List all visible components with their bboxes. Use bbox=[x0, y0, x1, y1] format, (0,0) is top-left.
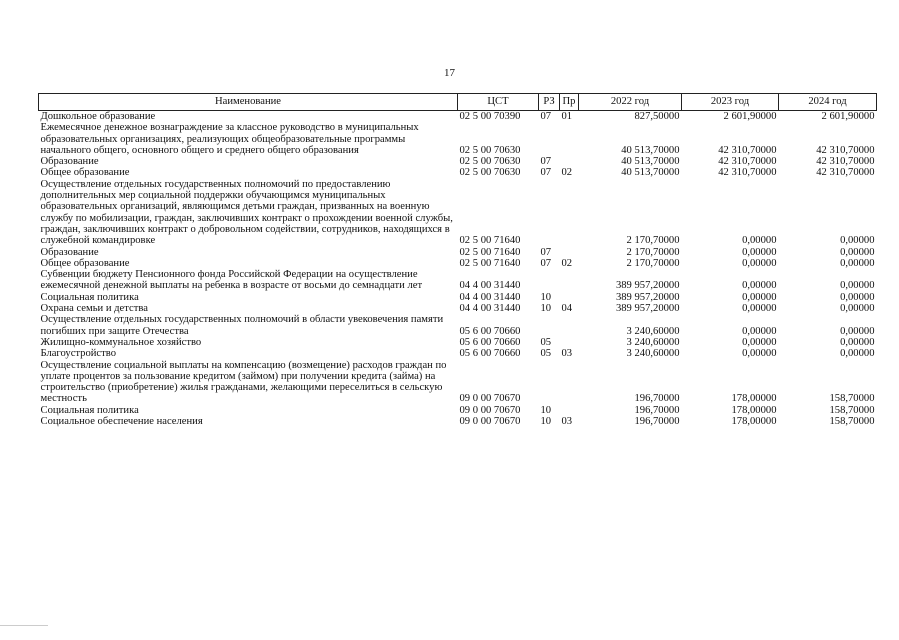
row-pr bbox=[560, 360, 579, 405]
row-rz bbox=[539, 179, 560, 247]
row-2022: 2 170,70000 bbox=[626, 235, 680, 247]
row-name: Образование bbox=[40, 246, 99, 258]
table-row bbox=[39, 292, 877, 303]
table-row bbox=[39, 337, 877, 348]
row-2024: 0,00000 bbox=[840, 336, 875, 348]
row-name: Осуществление социальной выплаты на компенсацию (возмещение) расходов граждан по уплате процентов за пользование кредитом (займом) при получении кредита (займа) на строительство (приобретение) жилья гражданами, желающими переселиться в сельскую местность bbox=[40, 359, 447, 405]
row-rz: 05 bbox=[540, 348, 552, 360]
row-pr: 02 bbox=[561, 167, 573, 179]
row-2024: 0,00000 bbox=[840, 303, 875, 315]
table-row bbox=[39, 360, 877, 405]
table-row bbox=[39, 303, 877, 314]
row-2024: 0,00000 bbox=[840, 325, 875, 337]
row-rz: 10 bbox=[540, 404, 552, 416]
row-name: Образование bbox=[40, 156, 99, 168]
row-pr: 01 bbox=[561, 111, 573, 122]
row-2023: 0,00000 bbox=[742, 303, 777, 315]
row-code: 02 5 00 71640 bbox=[459, 235, 521, 247]
table-row bbox=[39, 122, 877, 156]
row-2022: 389 957,20000 bbox=[615, 280, 680, 292]
table-row bbox=[39, 269, 877, 292]
row-2024: 0,00000 bbox=[840, 235, 875, 247]
row-2023: 0,00000 bbox=[742, 235, 777, 247]
row-rz: 07 bbox=[540, 111, 552, 122]
row-2023: 0,00000 bbox=[742, 246, 777, 258]
row-code: 05 6 00 70660 bbox=[459, 348, 521, 360]
row-code: 05 6 00 70660 bbox=[459, 336, 521, 348]
header-2022: 2022 год bbox=[579, 94, 682, 111]
row-rz bbox=[539, 314, 560, 337]
row-pr: 02 bbox=[561, 257, 573, 269]
table-row bbox=[39, 156, 877, 167]
row-2023: 0,00000 bbox=[742, 280, 777, 292]
table-row bbox=[39, 247, 877, 258]
row-rz: 07 bbox=[540, 246, 552, 258]
header-2024: 2024 год bbox=[779, 94, 877, 111]
row-2022: 827,50000 bbox=[634, 111, 680, 122]
row-pr bbox=[560, 314, 579, 337]
row-code: 02 5 00 70630 bbox=[459, 167, 521, 179]
row-2023: 178,00000 bbox=[731, 404, 777, 416]
row-2022: 3 240,60000 bbox=[626, 348, 680, 360]
row-name: Общее образование bbox=[40, 257, 130, 269]
row-rz: 10 bbox=[540, 416, 552, 428]
row-2024: 0,00000 bbox=[840, 257, 875, 269]
row-2023: 0,00000 bbox=[742, 336, 777, 348]
row-2022: 2 170,70000 bbox=[626, 246, 680, 258]
row-2023: 42 310,70000 bbox=[718, 167, 777, 179]
row-2022: 3 240,60000 bbox=[626, 325, 680, 337]
row-rz: 10 bbox=[540, 291, 552, 303]
row-2024: 158,70000 bbox=[829, 404, 875, 416]
row-pr bbox=[560, 292, 579, 303]
row-name: Ежемесячное денежное вознаграждение за классное руководство в муниципальных образовательных организациях, реализующих общеобразовательные программы начального общего, основного общего и среднего общего образования bbox=[40, 122, 419, 156]
row-code: 02 5 00 71640 bbox=[459, 246, 521, 258]
row-2022: 3 240,60000 bbox=[626, 336, 680, 348]
row-2022: 389 957,20000 bbox=[615, 291, 680, 303]
row-rz: 10 bbox=[540, 303, 552, 315]
row-2024: 0,00000 bbox=[840, 246, 875, 258]
row-2022: 196,70000 bbox=[634, 393, 680, 405]
row-code: 09 0 00 70670 bbox=[459, 404, 521, 416]
row-name: Общее образование bbox=[40, 167, 130, 179]
scan-edge-mark bbox=[0, 625, 48, 626]
row-pr bbox=[560, 122, 579, 156]
header-name: Наименование bbox=[39, 94, 458, 111]
row-name: Осуществление отдельных государственных полномочий в области увековечения памяти погибших при защите Отечества bbox=[40, 314, 444, 337]
row-pr bbox=[560, 405, 579, 416]
row-name: Социальная политика bbox=[40, 291, 139, 303]
row-2023: 42 310,70000 bbox=[718, 144, 777, 156]
row-name: Социальное обеспечение населения bbox=[40, 416, 203, 428]
row-code: 09 0 00 70670 bbox=[459, 393, 521, 405]
row-code: 02 5 00 70630 bbox=[459, 144, 521, 156]
row-rz: 07 bbox=[540, 156, 552, 168]
row-2023: 0,00000 bbox=[742, 257, 777, 269]
row-pr: 04 bbox=[561, 303, 573, 315]
table-row bbox=[39, 405, 877, 416]
row-name: Охрана семьи и детства bbox=[40, 303, 148, 315]
page-number: 17 bbox=[444, 67, 455, 79]
table-row bbox=[39, 314, 877, 337]
row-2023: 2 601,90000 bbox=[723, 111, 777, 122]
row-2024: 42 310,70000 bbox=[816, 167, 875, 179]
row-code: 02 5 00 70390 bbox=[459, 111, 521, 122]
row-2022: 196,70000 bbox=[634, 416, 680, 428]
header-pr: Пр bbox=[560, 94, 579, 111]
row-name: Осуществление отдельных государственных полномочий по предоставлению дополнительных мер социальной поддержки обучающимся муниципальных образовательных организаций, являющимся детьми граждан, призванных на военную службу по мобилизации, граждан, заключивших контракт о прохождении военной службы, граждан, заключивших контракт о добровольном содействии, сотрудников, находящихся в служебной командировке bbox=[40, 178, 453, 247]
table-row bbox=[39, 167, 877, 178]
row-2024: 0,00000 bbox=[840, 348, 875, 360]
table-row bbox=[39, 111, 877, 123]
row-code: 02 5 00 71640 bbox=[459, 257, 521, 269]
row-pr: 03 bbox=[561, 348, 573, 360]
budget-table bbox=[38, 93, 877, 427]
header-code: ЦСТ bbox=[458, 94, 539, 111]
row-pr: 03 bbox=[561, 416, 573, 428]
row-pr bbox=[560, 269, 579, 292]
table-body bbox=[39, 111, 877, 428]
row-code: 04 4 00 31440 bbox=[459, 280, 521, 292]
row-2023: 0,00000 bbox=[742, 325, 777, 337]
row-name: Жилищно-коммунальное хозяйство bbox=[40, 336, 202, 348]
row-rz bbox=[539, 122, 560, 156]
row-pr bbox=[560, 179, 579, 247]
row-2024: 0,00000 bbox=[840, 291, 875, 303]
row-2023: 42 310,70000 bbox=[718, 156, 777, 168]
row-rz bbox=[539, 269, 560, 292]
table-row bbox=[39, 348, 877, 359]
row-name: Дошкольное образование bbox=[40, 111, 156, 122]
row-name: Социальная политика bbox=[40, 404, 139, 416]
row-rz: 07 bbox=[540, 257, 552, 269]
row-2023: 0,00000 bbox=[742, 291, 777, 303]
table-row bbox=[39, 416, 877, 427]
row-code: 02 5 00 70630 bbox=[459, 156, 521, 168]
row-2023: 178,00000 bbox=[731, 416, 777, 428]
table-row bbox=[39, 258, 877, 269]
table-header-row bbox=[39, 94, 877, 111]
row-pr bbox=[560, 337, 579, 348]
row-name: Субвенции бюджету Пенсионного фонда Российской Федерации на осуществление ежемесячной денежной выплаты на ребенка в возрасте от восьми до семнадцати лет bbox=[40, 269, 423, 292]
row-2024: 0,00000 bbox=[840, 280, 875, 292]
row-pr bbox=[560, 247, 579, 258]
header-rz: РЗ bbox=[539, 94, 560, 111]
row-pr bbox=[560, 156, 579, 167]
row-2022: 196,70000 bbox=[634, 404, 680, 416]
row-rz: 05 bbox=[540, 336, 552, 348]
row-2024: 2 601,90000 bbox=[821, 111, 875, 122]
row-code: 05 6 00 70660 bbox=[459, 325, 521, 337]
row-2022: 2 170,70000 bbox=[626, 257, 680, 269]
row-2023: 178,00000 bbox=[731, 393, 777, 405]
row-2022: 40 513,70000 bbox=[621, 156, 680, 168]
row-2022: 40 513,70000 bbox=[621, 167, 680, 179]
row-code: 09 0 00 70670 bbox=[459, 416, 521, 428]
row-2022: 389 957,20000 bbox=[615, 303, 680, 315]
header-2023: 2023 год bbox=[682, 94, 779, 111]
table-row bbox=[39, 179, 877, 247]
row-rz: 07 bbox=[540, 167, 552, 179]
row-2023: 0,00000 bbox=[742, 348, 777, 360]
row-code: 04 4 00 31440 bbox=[459, 303, 521, 315]
row-2022: 40 513,70000 bbox=[621, 144, 680, 156]
row-code: 04 4 00 31440 bbox=[459, 291, 521, 303]
row-name: Благоустройство bbox=[40, 348, 116, 360]
row-2024: 158,70000 bbox=[829, 416, 875, 428]
row-2024: 158,70000 bbox=[829, 393, 875, 405]
row-2024: 42 310,70000 bbox=[816, 156, 875, 168]
row-rz bbox=[539, 360, 560, 405]
row-2024: 42 310,70000 bbox=[816, 144, 875, 156]
